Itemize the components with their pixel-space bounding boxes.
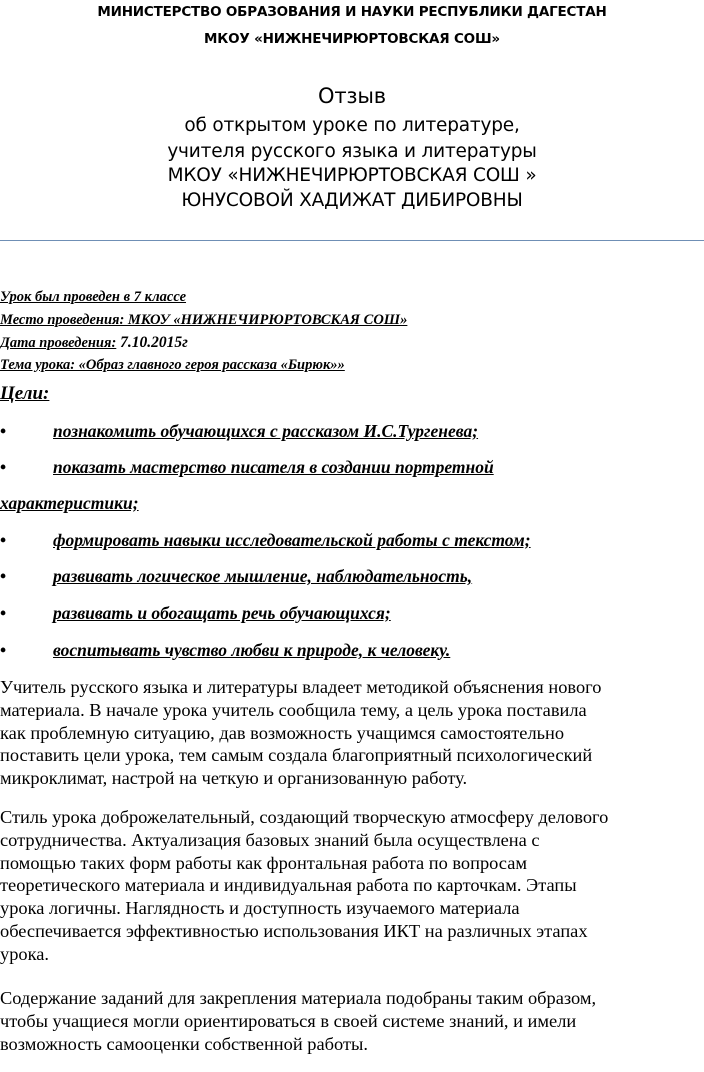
paragraph-line: микроклимат, настрой на четкую и организованную работу.: [0, 768, 468, 789]
lesson-place-line: [0, 312, 407, 329]
bullet-icon: •: [0, 566, 7, 586]
lesson-topic-line: [0, 357, 345, 374]
title-subject-line: об открытом уроке по литературе,: [184, 115, 520, 136]
paragraph-line: чтобы учащиеся могли ориентироваться в своей системе знаний, и имели: [0, 1010, 577, 1031]
paragraph-line: Учитель русского языка и литературы владеет методикой объяснения нового: [0, 677, 602, 697]
goal-item-continuation: [0, 493, 139, 514]
goal-text: характеристики;: [0, 493, 139, 513]
review-paragraph-tasks: [0, 987, 704, 1055]
paragraph-line: Стиль урока доброжелательный, создающий творческую атмосферу делового: [0, 807, 609, 827]
paragraph-line: обеспечивается эффективностью использования ИКТ на различных этапах: [0, 920, 588, 941]
paragraph-line: урока.: [0, 943, 50, 964]
lesson-date-value: 7.10.2015г: [116, 334, 188, 351]
paragraph-line: теоретического материала и индивидуальная работа по карточкам. Этапы: [0, 875, 577, 896]
goal-item: [0, 457, 494, 478]
goals-heading: Цели:: [0, 383, 50, 404]
lesson-date-line: [0, 334, 188, 352]
goal-item: [0, 566, 472, 587]
goal-text: воспитывать чувство любви к природе, к человеку.: [53, 640, 451, 660]
lesson-place-text: Место проведения: МКОУ «НИЖНЕЧИРЮРТОВСКАЯ СОШ»: [0, 312, 408, 328]
paragraph-line: как проблемную ситуацию, дав возможность учащимся самостоятельно: [0, 722, 565, 743]
paragraph-line: возможность самооценки собственной работы.: [0, 1033, 368, 1054]
goal-item: [0, 640, 450, 661]
lesson-topic-text: Тема урока: «Образ главного героя рассказа «Бирюк»»: [0, 357, 345, 373]
title-divider: [0, 240, 704, 241]
paragraph-line: помощью таких форм работы как фронтальная работа по вопросам: [0, 852, 527, 873]
title-teacher-line: учителя русского языка и литературы: [167, 141, 537, 162]
goal-text: показать мастерство писателя в создании портретной: [53, 457, 494, 477]
document-title: Отзыв: [318, 84, 386, 108]
review-paragraph-method: [0, 676, 704, 790]
goal-item: [0, 603, 391, 624]
paragraph-line: материала. В начале урока учитель сообщила тему, а цель урока поставила: [0, 699, 587, 720]
review-paragraph-style: [0, 806, 704, 966]
goal-item: [0, 530, 531, 551]
paragraph-line: Содержание заданий для закрепления материала подобраны таким образом,: [0, 988, 597, 1008]
paragraph-line: поставить цели урока, тем самым создала благоприятный психологический: [0, 745, 593, 766]
bullet-icon: •: [0, 640, 7, 660]
bullet-icon: •: [0, 421, 7, 441]
bullet-icon: •: [0, 530, 7, 550]
title-school-line: МКОУ «НИЖНЕЧИРЮРТОВСКАЯ СОШ »: [167, 165, 537, 186]
bullet-icon: •: [0, 603, 7, 623]
title-teacher-name: ЮНУСОВОЙ ХАДИЖАТ ДИБИРОВНЫ: [181, 190, 523, 211]
goal-text: развивать логическое мышление, наблюдательность,: [53, 566, 473, 586]
ministry-header: МИНИСТЕРСТВО ОБРАЗОВАНИЯ И НАУКИ РЕСПУБЛИКИ ДАГЕСТАН: [97, 4, 607, 20]
paragraph-line: сотрудничества. Актуализация базовых знаний была осуществлена с: [0, 829, 540, 850]
lesson-class-line: [0, 289, 186, 306]
goal-text: познакомить обучающихся с рассказом И.С.Тургенева;: [53, 421, 479, 441]
goal-text: формировать навыки исследовательской работы с текстом;: [53, 530, 531, 550]
lesson-date-label: Дата проведения:: [0, 335, 117, 351]
bullet-icon: •: [0, 457, 7, 477]
goal-text: развивать и обогащать речь обучающихся;: [53, 603, 391, 623]
goal-item: [0, 421, 478, 442]
school-header: МКОУ «НИЖНЕЧИРЮРТОВСКАЯ СОШ»: [204, 31, 500, 47]
lesson-class-text: Урок был проведен в 7 классе: [0, 289, 187, 305]
paragraph-line: урока логичны. Наглядность и доступность изучаемого материала: [0, 898, 520, 919]
